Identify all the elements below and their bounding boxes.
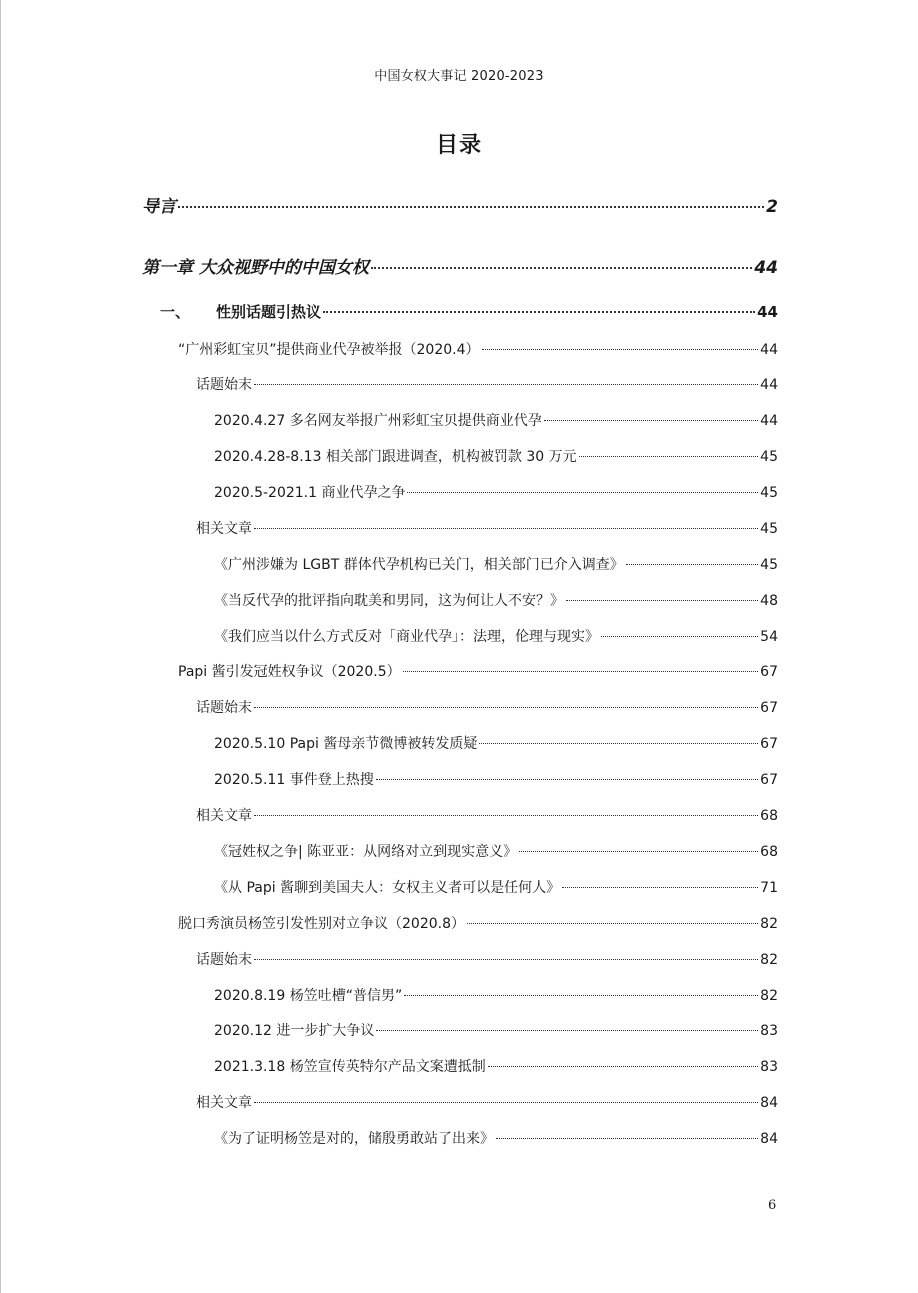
dot-leader xyxy=(519,851,758,852)
dot-leader xyxy=(403,671,759,672)
section-number: 一、 xyxy=(160,303,191,321)
dot-leader xyxy=(488,1066,758,1067)
dot-leader xyxy=(254,707,758,708)
toc-entry-label: 《从 Papi 酱聊到美国夫人：女权主义者可以是任何人》 xyxy=(214,880,561,896)
dot-leader xyxy=(376,779,758,780)
dot-leader xyxy=(579,456,759,457)
dot-leader xyxy=(407,492,758,493)
toc-entry-page: 67 xyxy=(760,772,778,788)
toc-entry-label: 《我们应当以什么方式反对「商业代孕」：法理，伦理与现实》 xyxy=(214,629,599,645)
dot-leader xyxy=(376,1030,758,1031)
toc-entry-page: 54 xyxy=(760,629,778,645)
toc-entry-page: 84 xyxy=(760,1131,778,1147)
toc-entry-label: 2020.4.27 多名网友举报广州彩虹宝贝提供商业代孕 xyxy=(214,413,542,429)
toc-entry-label: Papi 酱引发冠姓权争议（2020.5） xyxy=(178,664,401,680)
toc-entry-label: 《冠姓权之争| 陈亚亚：从网络对立到现实意义》 xyxy=(214,844,518,860)
toc-entry-label: 相关文章 xyxy=(196,521,252,537)
dot-leader xyxy=(254,959,758,960)
toc-entry-page: 45 xyxy=(760,557,778,573)
toc-title: 目录 xyxy=(435,133,482,158)
toc-entry-subheading[interactable] xyxy=(196,518,778,538)
dot-leader xyxy=(254,1102,758,1103)
toc-entry-page: 67 xyxy=(760,664,778,680)
toc-entry-subheading[interactable] xyxy=(196,1092,778,1112)
dot-leader xyxy=(371,267,752,269)
toc-entry-item[interactable] xyxy=(214,1128,778,1148)
toc-entry-page: 82 xyxy=(760,916,778,932)
toc-entry-page: 67 xyxy=(760,700,778,716)
running-header: 中国女权大事记 2020-2023 xyxy=(374,69,544,84)
toc-entry-item[interactable] xyxy=(214,590,778,610)
toc-entry-label: 2020.4.28-8.13 相关部门跟进调查，机构被罚款 30 万元 xyxy=(214,449,577,465)
toc-entry-label: 话题始末 xyxy=(196,377,252,393)
toc-entry-subheading[interactable] xyxy=(196,374,778,394)
toc-entry-section-1[interactable] xyxy=(160,301,778,322)
toc-entry-page: 84 xyxy=(760,1095,778,1111)
toc-entry-label: 导言 xyxy=(142,197,176,217)
toc-entry-label: 2020.5-2021.1 商业代孕之争 xyxy=(214,485,406,501)
toc-entry-label: 2020.5.11 事件登上热搜 xyxy=(214,772,374,788)
dot-leader xyxy=(496,1138,758,1139)
toc-entry-topic[interactable] xyxy=(178,913,778,933)
toc-entry-label: 话题始末 xyxy=(196,952,252,968)
dot-leader xyxy=(566,600,758,601)
dot-leader xyxy=(254,384,758,385)
toc-entry-item[interactable] xyxy=(214,841,778,861)
toc-entry-label: 2020.12 进一步扩大争议 xyxy=(214,1023,375,1039)
toc-entry-topic[interactable] xyxy=(178,661,778,681)
toc-entry-page: 71 xyxy=(760,880,778,896)
toc-entry-page: 48 xyxy=(760,593,778,609)
toc-entry-label: 第一章 大众视野中的中国女权 xyxy=(142,258,369,278)
toc-entry-label: 脱口秀演员杨笠引发性别对立争议（2020.8） xyxy=(178,916,465,932)
toc-entry-chapter-1[interactable] xyxy=(142,253,778,278)
dot-leader xyxy=(482,349,759,350)
toc-entry-item[interactable] xyxy=(214,733,778,753)
dot-leader xyxy=(544,420,758,421)
toc-entry-item[interactable] xyxy=(214,1056,778,1076)
toc-entry-label: 话题始末 xyxy=(196,700,252,716)
toc-entry-label: 2020.5.10 Papi 酱母亲节微博被转发质疑 xyxy=(214,736,478,752)
dot-leader xyxy=(479,743,758,744)
toc-entry-page: 82 xyxy=(760,988,778,1004)
toc-entry-page: 83 xyxy=(760,1059,778,1075)
toc-entry-page: 83 xyxy=(760,1023,778,1039)
toc-entry-page: 45 xyxy=(760,521,778,537)
toc-entry-page: 2 xyxy=(766,197,778,217)
toc-entry-item[interactable] xyxy=(214,410,778,430)
toc-entry-label xyxy=(160,301,321,322)
toc-entry-item[interactable] xyxy=(214,985,778,1005)
toc-entry-item[interactable] xyxy=(214,877,778,897)
toc-entry-label: 2020.8.19 杨笠吐槽“普信男” xyxy=(214,988,403,1004)
toc-entry-item[interactable] xyxy=(214,482,778,502)
toc-entry-label: 相关文章 xyxy=(196,808,252,824)
toc-entry-introduction[interactable] xyxy=(142,192,778,217)
toc-entry-label: 《广州涉嫌为 LGBT 群体代孕机构已关门，相关部门已介入调查》 xyxy=(214,557,624,573)
toc-entry-subheading[interactable] xyxy=(196,697,778,717)
toc-entry-page: 67 xyxy=(760,736,778,752)
toc-entry-page: 44 xyxy=(757,303,778,321)
dot-leader xyxy=(601,636,758,637)
toc-entry-page: 44 xyxy=(760,342,778,358)
toc-entry-item[interactable] xyxy=(214,1020,778,1040)
dot-leader xyxy=(254,815,758,816)
toc-entry-item[interactable] xyxy=(214,554,778,574)
section-title: 性别话题引热议 xyxy=(216,303,322,321)
page-number: 6 xyxy=(768,1198,777,1213)
toc-entry-label: “广州彩虹宝贝”提供商业代孕被举报（2020.4） xyxy=(178,342,480,358)
toc-entry-page: 68 xyxy=(760,808,778,824)
dot-leader xyxy=(404,995,758,996)
toc-entry-label: 相关文章 xyxy=(196,1095,252,1111)
toc-entry-label: 《当反代孕的批评指向耽美和男同，这为何让人不安？》 xyxy=(214,593,564,609)
toc-entry-item[interactable] xyxy=(214,626,778,646)
dot-leader xyxy=(254,528,758,529)
dot-leader xyxy=(562,887,758,888)
toc-entry-item[interactable] xyxy=(214,446,778,466)
toc-entry-subheading[interactable] xyxy=(196,805,778,825)
toc-entry-page: 44 xyxy=(760,413,778,429)
dot-leader xyxy=(178,206,764,208)
toc-entry-page: 82 xyxy=(760,952,778,968)
toc-entry-label: 2021.3.18 杨笠宣传英特尔产品文案遭抵制 xyxy=(214,1059,486,1075)
dot-leader xyxy=(323,311,755,313)
toc-entry-topic[interactable] xyxy=(178,339,778,359)
toc-entry-label: 《为了证明杨笠是对的，储殷勇敢站了出来》 xyxy=(214,1131,494,1147)
dot-leader xyxy=(626,564,758,565)
dot-leader xyxy=(467,923,758,924)
toc-entry-page: 44 xyxy=(760,377,778,393)
toc-entry-page: 45 xyxy=(760,449,778,465)
toc-entry-page: 68 xyxy=(760,844,778,860)
toc-entry-page: 44 xyxy=(754,258,778,278)
toc-entry-page: 45 xyxy=(760,485,778,501)
toc-entry-item[interactable] xyxy=(214,769,778,789)
toc-entry-subheading[interactable] xyxy=(196,949,778,969)
